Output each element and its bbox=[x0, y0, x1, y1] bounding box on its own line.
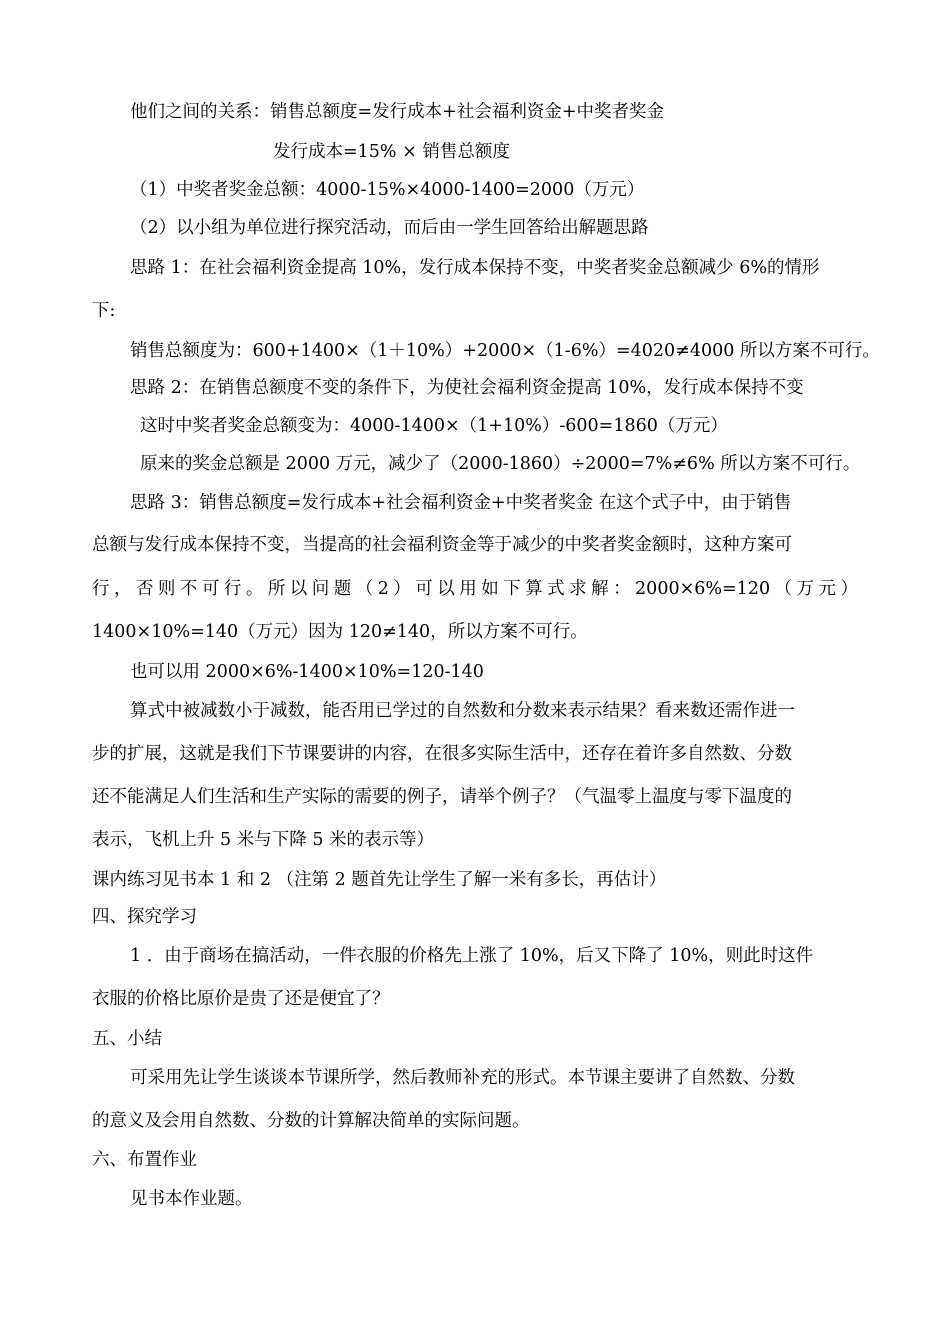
text-line: 1 ．由于商场在搞活动，一件衣服的价格先上涨了 10%，后又下降了 10%，则此时这件 bbox=[130, 946, 814, 966]
text-line: 步的扩展，这就是我们下节课要讲的内容，在很多实际生活中，还存在着许多自然数、分数 bbox=[92, 744, 792, 764]
text-line: 衣服的价格比原价是贵了还是便宜了？ bbox=[92, 989, 390, 1009]
formula-line: 发行成本=15% × 销售总额度 bbox=[273, 142, 510, 162]
section-heading: 五、小结 bbox=[92, 1029, 162, 1049]
text-line: 他们之间的关系：销售总额度=发行成本+社会福利资金+中奖者奖金 bbox=[130, 102, 664, 122]
text-line: 课内练习见书本 1 和 2 （注第 2 题首先让学生了解一米有多长，再估计） bbox=[92, 870, 667, 890]
text-line: 还不能满足人们生活和生产实际的需要的例子，请举个例子？（气温零上温度与零下温度的 bbox=[92, 787, 792, 807]
text-line: 见书本作业题。 bbox=[130, 1189, 253, 1209]
text-line: 可采用先让学生谈谈本节课所学，然后教师补充的形式。本节课主要讲了自然数、分数 bbox=[130, 1068, 795, 1088]
section-heading: 四、探究学习 bbox=[92, 907, 197, 927]
text-line: 也可以用 2000×6%-1400×10%=120-140 bbox=[130, 662, 484, 682]
text-line: 行，否则不可行。所以问题（2）可以用如下算式求解：2000×6%=120（万元） bbox=[92, 579, 858, 599]
text-line: 下: bbox=[92, 301, 116, 321]
text-line: 思路 3：销售总额度=发行成本+社会福利资金+中奖者奖金 在这个式子中，由于销售 bbox=[130, 493, 792, 513]
text-line: （1）中奖者奖金总额：4000-15%×4000-1400=2000（万元） bbox=[130, 180, 645, 200]
text-line: 这时中奖者奖金总额变为：4000-1400×（1+10%）-600=1860（万元） bbox=[140, 416, 728, 436]
text-line: 的意义及会用自然数、分数的计算解决简单的实际问题。 bbox=[92, 1111, 530, 1131]
text-line: 1400×10%=140（万元）因为 120≠140，所以方案不可行。 bbox=[92, 622, 588, 642]
text-line: 销售总额度为：600+1400×（1＋10%）+2000×（1-6%）=4020≠4000 所以方案不可行。 bbox=[130, 341, 880, 361]
text-line: 表示，飞机上升 5 米与下降 5 米的表示等） bbox=[92, 830, 435, 850]
text-line: 思路 2：在销售总额度不变的条件下，为使社会福利资金提高 10%，发行成本保持不变 bbox=[130, 378, 804, 398]
text-line: 思路 1：在社会福利资金提高 10%，发行成本保持不变，中奖者奖金总额减少 6%的情形 bbox=[130, 258, 820, 278]
text-line: （2）以小组为单位进行探究活动，而后由一学生回答给出解题思路 bbox=[130, 218, 649, 238]
text-line: 算式中被减数小于减数，能否用已学过的自然数和分数来表示结果？看来数还需作进一 bbox=[130, 701, 795, 721]
text-line: 原来的奖金总额是 2000 万元，减少了（2000-1860）÷2000=7%≠6% 所以方案不可行。 bbox=[140, 454, 861, 474]
text-line: 总额与发行成本保持不变，当提高的社会福利资金等于减少的中奖者奖金额时，这种方案可 bbox=[92, 535, 792, 555]
section-heading: 六、布置作业 bbox=[92, 1150, 197, 1170]
